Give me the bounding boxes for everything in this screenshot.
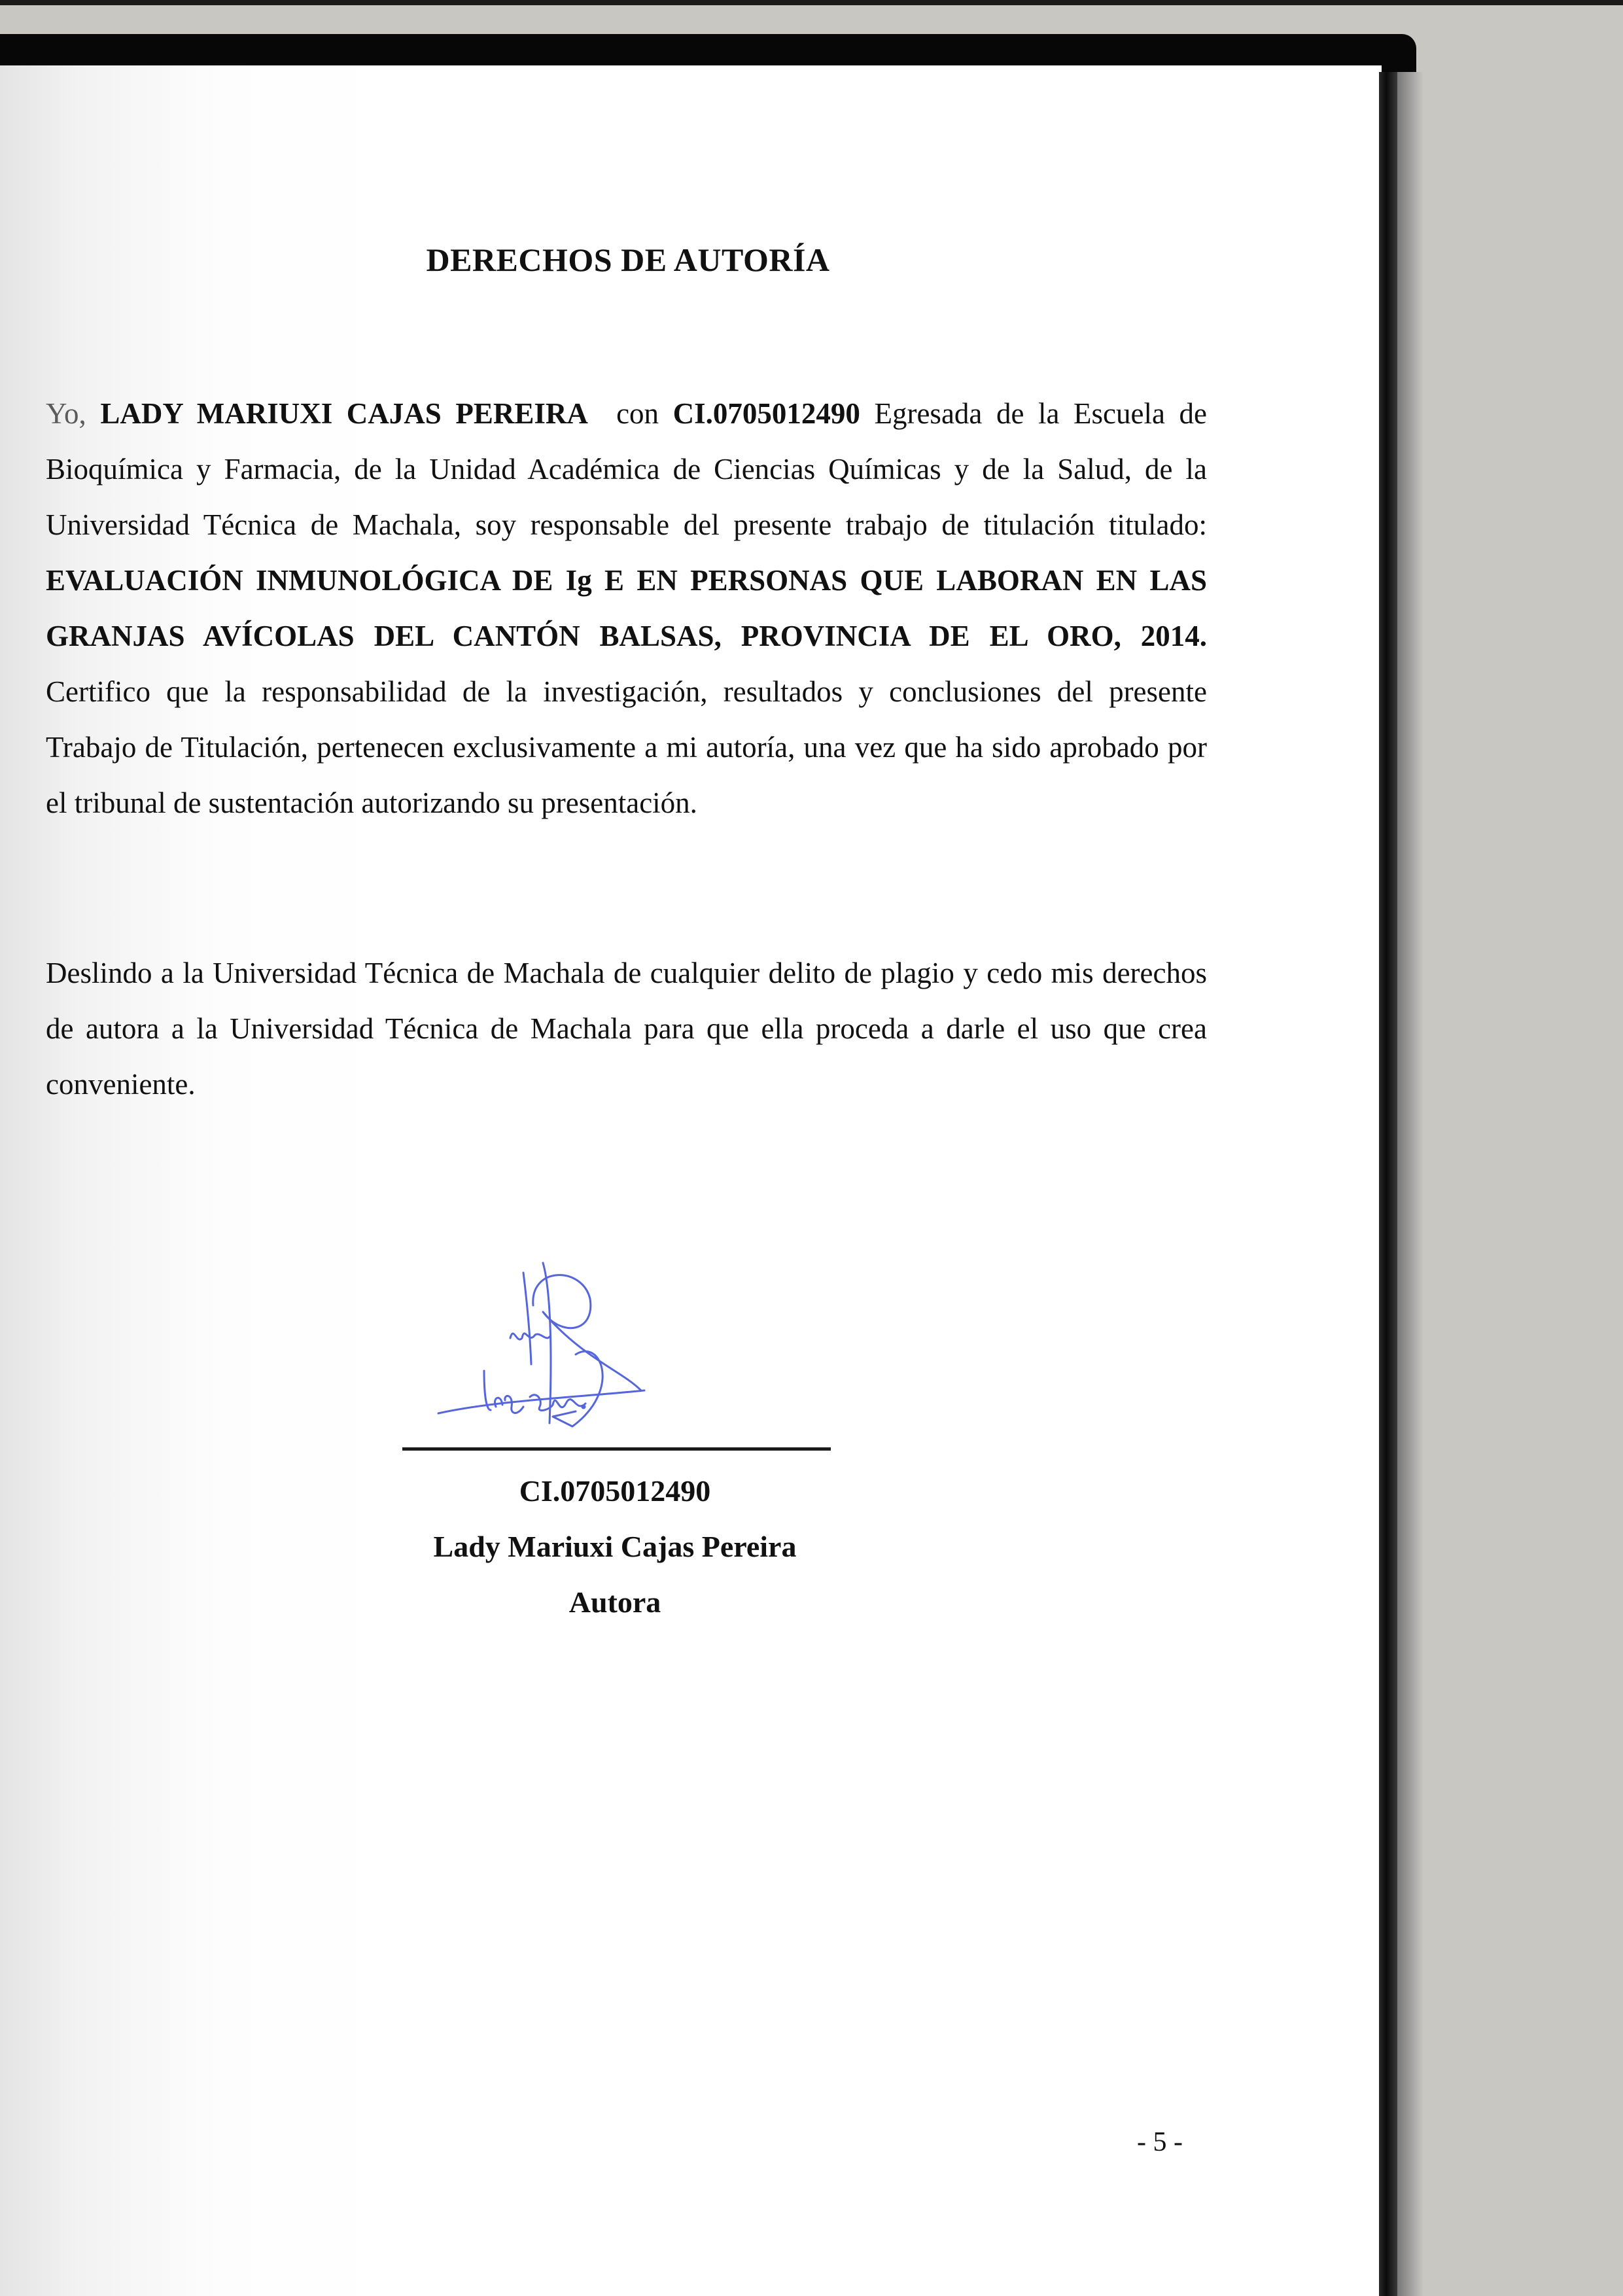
page-edge-shadow	[1397, 72, 1423, 2296]
page-number: - 5 -	[1137, 2127, 1183, 2157]
con-word: con	[616, 397, 659, 430]
author-ci: CI.0705012490	[672, 397, 860, 430]
signature-name: Lady Mariuxi Cajas Pereira	[433, 1530, 797, 1563]
paragraph-text-a: Egresada de la Escuela de Bioquímica y Farmacia, de la Unidad Académica de Ciencias Químicas y de la Salud, de la Universidad Técnica de Machala, soy responsable del presente trabajo de titulación titulado:	[46, 397, 1208, 541]
author-name: LADY MARIUXI CAJAS PEREIRA	[100, 397, 588, 430]
scanner-top-edge	[0, 0, 1623, 5]
page-right-edge	[1379, 72, 1397, 2296]
signature-ci: CI.0705012490	[519, 1474, 711, 1508]
page-title: DERECHOS DE AUTORÍA	[426, 241, 830, 278]
handwritten-signature	[419, 1260, 746, 1430]
authorship-paragraph	[46, 386, 1207, 831]
paragraph-text-b: Certifico que la responsabilidad de la investigación, resultados y conclusiones del presente Trabajo de Titulación, pertenecen exclusivamente a mi autoría, una vez que ha sido aprobado por el tribunal de sustentación autorizando su presentación.	[46, 675, 1207, 819]
thesis-title: EVALUACIÓN INMUNOLÓGICA DE Ig E EN PERSONAS QUE LABORAN EN LAS GRANJAS AVÍCOLAS DEL CANTÓN BALSAS, PROVINCIA DE EL ORO, 2014.	[46, 564, 1207, 652]
release-paragraph: Deslindo a la Universidad Técnica de Machala de cualquier delito de plagio y cedo mis derechos de autora a la Universidad Técnica de Machala para que ella proceda a darle el uso que crea conveniente.	[46, 957, 1207, 1101]
intro-word: Yo,	[46, 397, 86, 430]
signature-role: Autora	[568, 1585, 661, 1619]
signature-line	[402, 1447, 831, 1451]
